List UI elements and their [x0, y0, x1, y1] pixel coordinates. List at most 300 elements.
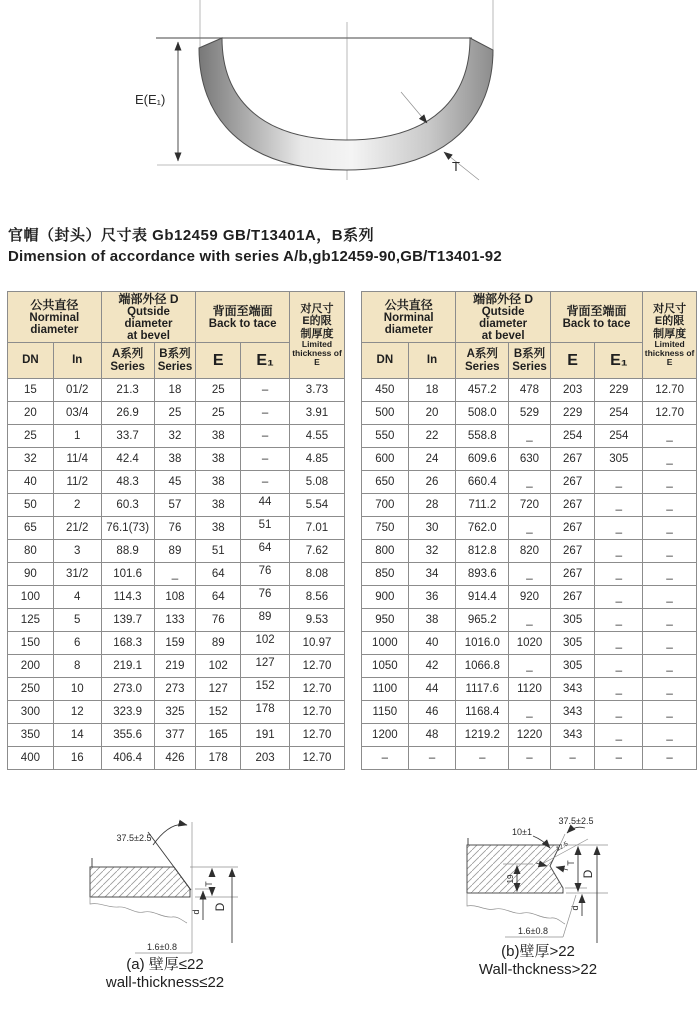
table-cell: –	[408, 747, 456, 770]
table-cell: 11/4	[53, 448, 101, 471]
page-title-cn: 官帽（封头）尺寸表 Gb12459 GB/T13401A，B系列	[8, 227, 375, 244]
table-cell: _	[595, 586, 643, 609]
table-cell: _	[643, 586, 697, 609]
table-cell: 50	[8, 494, 54, 517]
d-dimension-label: d	[570, 905, 580, 911]
table-cell: _	[509, 517, 551, 540]
table-cell: 273	[154, 678, 196, 701]
table-cell: 89	[196, 632, 241, 655]
table-cell: 377	[154, 724, 196, 747]
table-cell: 16	[53, 747, 101, 770]
table-cell: _	[509, 425, 551, 448]
table-cell: 168.3	[101, 632, 154, 655]
table-row	[8, 701, 345, 724]
thickness-leader-lower	[444, 152, 479, 180]
table-cell: 25	[8, 425, 54, 448]
table-cell: 25	[196, 379, 241, 402]
table-cell: 267	[550, 471, 595, 494]
table-cell: 900	[362, 586, 409, 609]
table-cell: 4.85	[289, 448, 344, 471]
table-cell: _	[595, 678, 643, 701]
table-cell: 100	[8, 586, 54, 609]
table-cell: 42	[408, 655, 456, 678]
table-cell: 323.9	[101, 701, 154, 724]
table-cell: 26	[408, 471, 456, 494]
break-wavy-line	[467, 893, 565, 924]
table-row	[8, 517, 345, 540]
header-e1: E₁	[241, 343, 290, 379]
table-cell: 36	[408, 586, 456, 609]
header-limited-thickness: 对尺寸 E的限 制厚度 Limited thickness of E	[289, 292, 344, 379]
t-dimension-label: T	[204, 881, 214, 887]
table-cell: 254	[595, 425, 643, 448]
table-cell: 1100	[362, 678, 409, 701]
table-cell: 127	[241, 655, 290, 678]
table-cell: 3	[53, 540, 101, 563]
table-cell: 250	[8, 678, 54, 701]
table-cell: 18	[408, 379, 456, 402]
header-dn: DN	[362, 343, 409, 379]
header-e1: E₁	[595, 343, 643, 379]
table-cell: –	[509, 747, 551, 770]
table-cell: 1016.0	[456, 632, 509, 655]
table-row	[8, 632, 345, 655]
angle1-label: 10±1	[512, 827, 532, 837]
table-cell: 5.54	[289, 494, 344, 517]
caption-b-cn: (b)壁厚>22	[501, 943, 575, 960]
table-cell: 1150	[362, 701, 409, 724]
table-cell: 267	[550, 448, 595, 471]
table-cell: 762.0	[456, 517, 509, 540]
table-cell: 406.4	[101, 747, 154, 770]
table-row	[8, 724, 345, 747]
root-face-leader-diag	[563, 895, 576, 937]
table-cell: 108	[154, 586, 196, 609]
table-cell: 12.70	[289, 701, 344, 724]
table-cell: 48	[408, 724, 456, 747]
header-e: E	[550, 343, 595, 379]
table-cell: –	[456, 747, 509, 770]
table-cell: 22	[408, 425, 456, 448]
header-outside-diameter: 端部外径 D Qutside diameter at bevel	[456, 292, 550, 343]
table-cell: _	[643, 471, 697, 494]
table-cell: 820	[509, 540, 551, 563]
table-cell: –	[241, 379, 290, 402]
table-cell: 127	[196, 678, 241, 701]
table-cell: 1168.4	[456, 701, 509, 724]
table-cell: 305	[595, 448, 643, 471]
table-cell: 33.7	[101, 425, 154, 448]
table-cell: 300	[8, 701, 54, 724]
table-cell: 267	[550, 494, 595, 517]
table-cell: 114.3	[101, 586, 154, 609]
table-header-group-row	[362, 292, 697, 343]
table-cell: –	[643, 747, 697, 770]
table-cell: 38	[408, 609, 456, 632]
table-cell: 76	[241, 586, 290, 609]
table-cell: 178	[241, 701, 290, 724]
table-cell: _	[595, 540, 643, 563]
table-cell: 101.6	[101, 563, 154, 586]
page-title-en: Dimension of accordance with series A/b,gb12459-90,GB/T13401-92	[8, 248, 502, 265]
table-cell: 30	[408, 517, 456, 540]
table-cell: _	[643, 724, 697, 747]
table-row	[362, 586, 697, 609]
table-row	[362, 425, 697, 448]
table-cell: 10	[53, 678, 101, 701]
table-cell: 38	[196, 494, 241, 517]
table-cell: 914.4	[456, 586, 509, 609]
table-cell: 38	[196, 448, 241, 471]
table-cell: 34	[408, 563, 456, 586]
table-cell: 76	[196, 609, 241, 632]
table-cell: _	[643, 448, 697, 471]
table-cell: 1050	[362, 655, 409, 678]
table-row	[8, 655, 345, 678]
table-cell: 12.70	[289, 724, 344, 747]
dia-dimension-label: D	[581, 869, 595, 879]
root-face-label: 1.6±0.8	[147, 942, 177, 952]
table-cell: 26.9	[101, 402, 154, 425]
table-cell: 90	[8, 563, 54, 586]
table-cell: 102	[196, 655, 241, 678]
table-cell: 5	[53, 609, 101, 632]
table-cell: 12.70	[643, 402, 697, 425]
table-cell: _	[643, 563, 697, 586]
table-cell: 38	[196, 517, 241, 540]
table-cell: 38	[196, 471, 241, 494]
table-cell: 20	[8, 402, 54, 425]
table-cell: 38	[154, 448, 196, 471]
table-cell: _	[595, 563, 643, 586]
table-cell: 893.6	[456, 563, 509, 586]
angle-arc	[153, 824, 187, 845]
table-cell: _	[643, 517, 697, 540]
table-cell: 400	[8, 747, 54, 770]
table-cell: 133	[154, 609, 196, 632]
wall-section-hatch	[90, 867, 190, 897]
table-cell: 600	[362, 448, 409, 471]
table-row	[8, 678, 345, 701]
table-cell: _	[154, 563, 196, 586]
table-cell: 267	[550, 586, 595, 609]
header-a-series: A系列 Series	[456, 343, 509, 379]
table-cell: 5.08	[289, 471, 344, 494]
table-cell: 191	[241, 724, 290, 747]
table-row	[362, 655, 697, 678]
table-cell: 219	[154, 655, 196, 678]
table-cell: 660.4	[456, 471, 509, 494]
table-cell: 508.0	[456, 402, 509, 425]
header-nominal-diameter: 公共直径 Norminal diameter	[8, 292, 102, 343]
table-row	[8, 494, 345, 517]
table-cell: 650	[362, 471, 409, 494]
table-cell: 03/4	[53, 402, 101, 425]
table-cell: 1220	[509, 724, 551, 747]
table-cell: 150	[8, 632, 54, 655]
table-cell: –	[241, 402, 290, 425]
table-cell: 254	[595, 402, 643, 425]
thickness-label: T	[452, 159, 460, 174]
table-row	[362, 724, 697, 747]
table-cell: 229	[550, 402, 595, 425]
angle2-arc	[567, 827, 585, 833]
header-dn: DN	[8, 343, 54, 379]
table-cell: –	[241, 425, 290, 448]
table-cell: 89	[241, 609, 290, 632]
table-cell: –	[595, 747, 643, 770]
table-cell: _	[595, 655, 643, 678]
table-cell: _	[595, 701, 643, 724]
angle2-label: 37.5±2.5	[558, 816, 594, 826]
table-row	[8, 448, 345, 471]
table-cell: _	[595, 471, 643, 494]
table-cell: 64	[241, 540, 290, 563]
table-cell: 89	[154, 540, 196, 563]
table-cell: 343	[550, 701, 595, 724]
title-block	[8, 224, 698, 265]
table-cell: 25	[154, 402, 196, 425]
table-row	[362, 632, 697, 655]
table-cell: 32	[8, 448, 54, 471]
height-dimension-label: E(E₁)	[135, 92, 166, 107]
transition-arrow-right	[556, 867, 568, 870]
table-cell: 12	[53, 701, 101, 724]
table-cell: 51	[196, 540, 241, 563]
table-cell: _	[643, 655, 697, 678]
table-cell: 12.70	[643, 379, 697, 402]
table-cell: 178	[196, 747, 241, 770]
table-cell: 630	[509, 448, 551, 471]
root-face-label: 1.6±0.8	[518, 926, 548, 936]
dia-dimension-label: D	[213, 902, 227, 912]
table-cell: 920	[509, 586, 551, 609]
caption-a	[35, 956, 295, 992]
table-cell: 152	[196, 701, 241, 724]
bevel-angle-label: 37.5±2.5	[116, 833, 152, 843]
table-cell: 11/2	[53, 471, 101, 494]
header-nominal-diameter: 公共直径 Norminal diameter	[362, 292, 456, 343]
header-b-series: B系列 Series	[509, 343, 551, 379]
table-cell: 950	[362, 609, 409, 632]
table-cell: 25	[196, 402, 241, 425]
table-cell: 40	[8, 471, 54, 494]
table-cell: 254	[550, 425, 595, 448]
table-cell: 65	[8, 517, 54, 540]
table-row	[362, 448, 697, 471]
table-cell: 305	[550, 609, 595, 632]
roughness-label: 12.5	[555, 840, 570, 853]
header-in: In	[53, 343, 101, 379]
table-cell: _	[595, 494, 643, 517]
dimension-table-left	[7, 291, 345, 770]
cap-cross-section-diagram	[0, 0, 700, 200]
table-cell: 812.8	[456, 540, 509, 563]
table-cell: 343	[550, 724, 595, 747]
table-cell: 355.6	[101, 724, 154, 747]
table-row	[362, 678, 697, 701]
table-cell: –	[362, 747, 409, 770]
table-cell: 7.01	[289, 517, 344, 540]
table-cell: 550	[362, 425, 409, 448]
table-cell: 32	[154, 425, 196, 448]
table-cell: 42.4	[101, 448, 154, 471]
table-cell: 64	[196, 586, 241, 609]
table-cell: 1066.8	[456, 655, 509, 678]
table-cell: 88.9	[101, 540, 154, 563]
table-cell: 139.7	[101, 609, 154, 632]
table-cell: 305	[550, 632, 595, 655]
table-cell: _	[643, 678, 697, 701]
table-cell: 1120	[509, 678, 551, 701]
table-cell: _	[643, 494, 697, 517]
table-cell: 159	[154, 632, 196, 655]
table-cell: 1020	[509, 632, 551, 655]
header-back-to-face: 背面至端面 Back to tace	[196, 292, 290, 343]
table-cell: 750	[362, 517, 409, 540]
table-cell: 80	[8, 540, 54, 563]
header-b-series: B系列 Series	[154, 343, 196, 379]
header-back-to-face: 背面至端面 Back to tace	[550, 292, 642, 343]
table-cell: 343	[550, 678, 595, 701]
table-cell: _	[595, 724, 643, 747]
dimension-table-right	[361, 291, 697, 770]
table-cell: 8.08	[289, 563, 344, 586]
table-cell: 15	[8, 379, 54, 402]
bevel-detail-a	[40, 808, 300, 968]
table-cell: 38	[196, 425, 241, 448]
table-cell: 01/2	[53, 379, 101, 402]
table-cell: 24	[408, 448, 456, 471]
table-cell: 7.62	[289, 540, 344, 563]
table-cell: 32	[408, 540, 456, 563]
table-cell: 48.3	[101, 471, 154, 494]
table-cell: 1000	[362, 632, 409, 655]
table-body-right	[362, 379, 697, 770]
table-cell: 450	[362, 379, 409, 402]
table-cell: 14	[53, 724, 101, 747]
table-cell: 3.91	[289, 402, 344, 425]
table-cell: _	[509, 471, 551, 494]
table-cell: 44	[241, 494, 290, 517]
table-cell: 267	[550, 563, 595, 586]
table-row	[362, 402, 697, 425]
table-cell: 18	[154, 379, 196, 402]
table-cell: 1219.2	[456, 724, 509, 747]
table-cell: 12.70	[289, 747, 344, 770]
table-cell: 478	[509, 379, 551, 402]
table-cell: –	[241, 448, 290, 471]
header-in: In	[408, 343, 456, 379]
header-limited-thickness: 对尺寸 E的限 制厚度 Limited thickness of E	[643, 292, 697, 379]
table-cell: 76	[241, 563, 290, 586]
table-row	[8, 540, 345, 563]
table-cell: _	[595, 517, 643, 540]
table-row	[362, 517, 697, 540]
table-cell: 165	[196, 724, 241, 747]
table-cell: 28	[408, 494, 456, 517]
table-cell: 219.1	[101, 655, 154, 678]
table-cell: 44	[408, 678, 456, 701]
table-cell: 21.3	[101, 379, 154, 402]
table-cell: 800	[362, 540, 409, 563]
table-cell: 12.70	[289, 655, 344, 678]
table-cell: _	[643, 425, 697, 448]
table-cell: 700	[362, 494, 409, 517]
table-cell: 850	[362, 563, 409, 586]
table-cell: 10.97	[289, 632, 344, 655]
table-cell: 711.2	[456, 494, 509, 517]
table-cell: 8.56	[289, 586, 344, 609]
depth-dimension-label: 19	[506, 874, 515, 884]
table-cell: 426	[154, 747, 196, 770]
table-cell: 203	[241, 747, 290, 770]
table-cell: –	[550, 747, 595, 770]
table-body-left	[8, 379, 345, 770]
table-cell: _	[509, 655, 551, 678]
table-row	[8, 563, 345, 586]
header-outside-diameter: 端部外径 D Qutside diameter at bevel	[101, 292, 196, 343]
table-header-group-row	[8, 292, 345, 343]
d-dimension-label: d	[191, 909, 201, 915]
table-cell: 500	[362, 402, 409, 425]
table-row	[362, 563, 697, 586]
table-row	[8, 586, 345, 609]
table-cell: _	[643, 609, 697, 632]
table-row	[8, 379, 345, 402]
table-cell: 20	[408, 402, 456, 425]
table-cell: 529	[509, 402, 551, 425]
table-cell: 152	[241, 678, 290, 701]
table-cell: 76	[154, 517, 196, 540]
caption-a-en: wall-thickness≤22	[105, 974, 225, 991]
table-cell: 4.55	[289, 425, 344, 448]
table-row	[8, 425, 345, 448]
table-cell: _	[643, 540, 697, 563]
table-cell: 325	[154, 701, 196, 724]
table-cell: 267	[550, 517, 595, 540]
table-cell: 2	[53, 494, 101, 517]
table-cell: 203	[550, 379, 595, 402]
table-cell: 1	[53, 425, 101, 448]
table-cell: 229	[595, 379, 643, 402]
table-row	[8, 471, 345, 494]
table-cell: _	[595, 609, 643, 632]
thickness-leader-upper	[401, 92, 427, 123]
table-cell: 558.8	[456, 425, 509, 448]
table-row	[362, 540, 697, 563]
table-cell: 3.73	[289, 379, 344, 402]
table-cell: –	[241, 471, 290, 494]
table-cell: 350	[8, 724, 54, 747]
caption-b-en: Wall-thckness>22	[478, 961, 598, 978]
table-row	[362, 471, 697, 494]
table-cell: 45	[154, 471, 196, 494]
table-cell: 457.2	[456, 379, 509, 402]
table-row	[362, 494, 697, 517]
table-cell: _	[509, 563, 551, 586]
table-cell: _	[509, 701, 551, 724]
table-cell: 8	[53, 655, 101, 678]
table-cell: 125	[8, 609, 54, 632]
table-cell: 51	[241, 517, 290, 540]
table-cell: _	[643, 701, 697, 724]
caption-b	[418, 943, 658, 979]
table-cell: 40	[408, 632, 456, 655]
table-cell: 64	[196, 563, 241, 586]
table-cell: 6	[53, 632, 101, 655]
cap-wall-shape	[199, 38, 493, 170]
